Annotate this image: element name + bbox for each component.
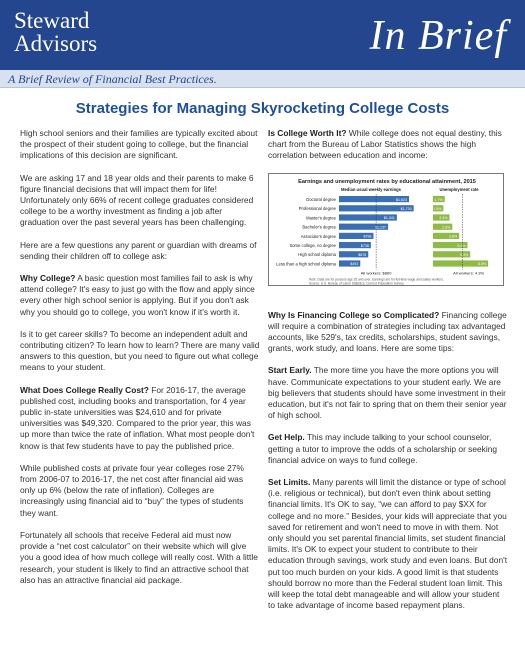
left-column [20, 128, 260, 597]
article-title: Strategies for Managing Skyrocketing College Costs [75, 100, 450, 117]
unemployment-data-label: 2.4% [439, 215, 448, 220]
tagline: A Brief Review of Financial Best Practices. [8, 72, 217, 86]
heading-get-help: Get Help. [268, 432, 305, 443]
paragraph-questions: Here are a few questions any parent or guardian with dreams of sending their children off to college ask: [20, 239, 257, 261]
paragraph-start-early [268, 365, 508, 421]
unemployment-all-workers-label: All workers: 4.3% [453, 270, 485, 276]
paragraph-decisions: We are asking 17 and 18 year olds and their parents to make 6 figure financial decisions that will impact them for life! Unfortunately only 66% of recent college graduates considered college to be a worthy investment as finding a job after graduation over the past several years has been challenging. [20, 172, 254, 228]
earnings-data-label: $738 [360, 243, 369, 248]
body-why-college: A basic question most families fail to ask is why attend college? It's easy to just go with the flow and apply since every other high school senior is applying. But if you don't ask why you should go to college, you won't know if it's worth it. [20, 273, 255, 317]
category-label: Bachelor's degree [302, 224, 336, 230]
chart-note: Note: Data are for persons age 25 and over. Earnings are for full-time wage and salary workers. [309, 277, 444, 282]
heading-start-early: Start Early. [268, 365, 312, 376]
unemployment-data-label: 1.7% [434, 197, 443, 202]
earnings-data-label: $798 [363, 234, 372, 239]
paragraph-get-help [268, 432, 508, 466]
body-get-help: This may include talking to your school counselor, getting a tutor to improve the odds of a scholarship or seeking financial advice on ways to fund college. [268, 432, 498, 465]
category-label: Some college, no degree [289, 242, 336, 248]
category-label: Less than a high school diploma [276, 261, 336, 267]
unemployment-data-label: 3.8% [448, 234, 458, 239]
steward-advisors-logo [14, 9, 97, 55]
chart-source: Source: U.S. Bureau of Labor Statistics, Current Population Survey. [309, 281, 405, 286]
logo-line-1: Steward [14, 8, 90, 33]
body-college-cost: For 2016-17, the average published cost, including books and transportation, for 4 year public in-state universities was $24,610 and for private universities was $49,320. Compared to the prior year, this was up more than twice the rate of inflation. What most people don't know is that few students have to pay the published price. [20, 384, 255, 451]
category-label: High school diploma [298, 251, 336, 257]
body-start-early: The more time you have the more options you will have. Communicate expectations to your student early. We are big believers that students should have some investment in their education, but it's not fair to spring that on them their senior year of high school. [268, 365, 507, 421]
paragraph-net-cost-calculator: Fortunately all schools that receive Federal aid must now provide a “net cost calculator” on their website which will give you a good idea of how much college will really cost. With a little research, your student is likely to find an attractive school that also has an attractive financial aid package. [20, 529, 258, 585]
body-financing: Financing college will require a combination of strategies including tax advantaged accounts, like 529's, tax credits, scholarships, student savings, grants, work study, and loans. Here are some tips: [268, 309, 507, 354]
unemployment-data-label: 8.0% [477, 261, 487, 266]
in-brief-masthead: In Brief [369, 13, 507, 59]
category-label: Doctoral degree [306, 196, 336, 202]
earnings-series-label: Median usual weekly earnings [340, 186, 402, 192]
paragraph-intro: High school seniors and their families are typically excited about the prospect of their student going to college, but the financial implications of this decision are significant. [20, 128, 258, 161]
unemployment-data-label: 5.4% [459, 252, 469, 257]
earnings-data-label: $1,341 [383, 215, 395, 220]
bls-chart [268, 173, 504, 286]
earnings-data-label: $1,730 [400, 206, 412, 211]
unemployment-data-label: 1.5% [433, 206, 442, 211]
paragraph-why-college [20, 273, 260, 318]
bls-chart-svg [269, 174, 505, 287]
paragraph-financing [268, 310, 508, 355]
heading-college-worth: Is College Worth It? [268, 128, 347, 138]
paragraph-career-skills: Is it to get career skills? To become an independent adult and contributing citizen? To learn how to learn? There are many valid answers to this question, but you need to figure out what college means to your student. [20, 328, 260, 373]
unemployment-data-label: 2.8% [442, 225, 451, 230]
paragraph-college-cost [20, 385, 260, 452]
category-label: Professional degree [298, 205, 336, 211]
heading-college-cost: What Does College Really Cost? [20, 384, 149, 395]
unemployment-series-label: Unemployment rate [439, 186, 479, 192]
right-column [268, 128, 508, 622]
earnings-data-label: $1,137 [375, 225, 387, 230]
unemployment-data-label: 5.0% [457, 243, 466, 248]
heading-set-limits: Set Limits. [268, 477, 311, 488]
heading-financing: Why Is Financing College so Complicated? [268, 309, 440, 320]
paragraph-college-worth [268, 128, 508, 162]
earnings-all-workers-label: All workers: $860 [360, 270, 392, 276]
earnings-data-label: $493 [350, 261, 359, 266]
logo-line-2: Advisors [14, 31, 98, 56]
category-label: Master's degree [306, 215, 336, 221]
paragraph-published-costs: While published costs at private four year colleges rose 27% from 2006-07 to 2016-17, the net cost after financial aid was only up 6% (below the rate of inflation). Colleges are increasingly using financial aid to “buy” the types of students they want. [20, 462, 244, 518]
earnings-data-label: $1,623 [396, 197, 408, 202]
body-set-limits: Many parents will limit the distance or type of school (i.e. religious or technical), but don't even think about setting financial limits. It's OK to say, “we can afford to pay $XX for college and no more.” Besides, your kids will appreciate that you saved for retirement and won't need to move in with them. Not only should you set parental financial limits, set student financial limits. It's OK to expect your student to contribute to their education through savings, work study and even loans. But don't put too much burden on your kids. A good limit is that students should borrow no more than the Federal student loan limit. This will keep the total debt manageable and will allow your student to take advantage of income based repayment plans. [268, 477, 508, 611]
heading-why-college: Why College? [20, 273, 76, 284]
body-college-worth: While college does not equal destiny, this chart from the Bureau of Labor Statistics shows the high correlation between education and income: [268, 128, 502, 161]
chart-title: Earnings and unemployment rates by educational attainment, 2015 [298, 178, 476, 185]
category-label: Associate's degree [300, 233, 336, 239]
earnings-data-label: $678 [358, 252, 367, 257]
paragraph-set-limits [268, 477, 508, 611]
